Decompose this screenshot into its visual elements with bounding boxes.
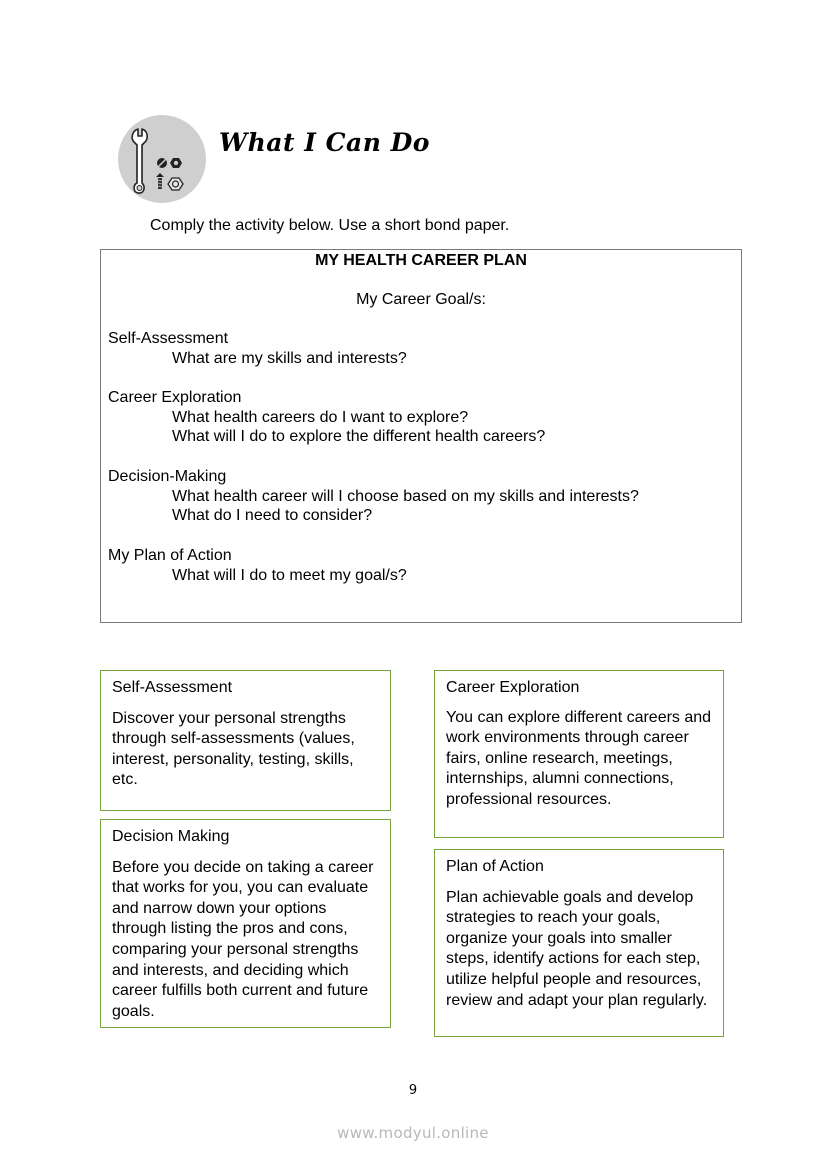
page-number: 9: [408, 1083, 418, 1098]
info-box-body: Discover your personal strengths through self-assessments (values, interest, personality, testing, skills, etc.: [112, 709, 355, 789]
plan-section-career-exploration: [108, 388, 545, 447]
plan-question: What will I do to explore the different health careers?: [172, 428, 546, 446]
info-box-body: You can explore different careers and work environments through career fairs, online research, meetings, internships, alumni connections, professional resources.: [446, 708, 712, 808]
info-box-decision-making: [100, 819, 391, 1028]
plan-section-heading: My Plan of Action: [108, 547, 232, 564]
plan-section-plan-of-action: [108, 546, 407, 585]
plan-section-heading: Career Exploration: [108, 389, 242, 406]
plan-question: What health careers do I want to explore?: [172, 408, 469, 426]
plan-question: What do I need to consider?: [172, 507, 373, 525]
info-box-self-assessment: [100, 670, 391, 811]
plan-question: What health career will I choose based on my skills and interests?: [172, 487, 639, 505]
plan-title: MY HEALTH CAREER PLAN: [315, 252, 527, 269]
tools-icon: [118, 115, 206, 203]
info-box-body: Before you decide on taking a career that works for you, you can evaluate and narrow down your options through listing the pros and cons, comparing your personal strengths and interests, and deciding which career fulfills both current and future goals.: [112, 858, 374, 1020]
info-box-career-exploration: [434, 670, 724, 838]
plan-section-decision-making: [108, 467, 639, 526]
plan-question: What are my skills and interests?: [172, 349, 407, 367]
plan-section-self-assessment: [108, 329, 407, 368]
plan-section-heading: Self-Assessment: [108, 330, 229, 347]
plan-question: What will I do to meet my goal/s?: [172, 566, 407, 584]
info-box-body: Plan achievable goals and develop strategies to reach your goals, organize your goals into smaller steps, identify actions for each step, utilize helpful people and resources, review and adapt your plan regularly.: [446, 888, 708, 1009]
career-goal-label: My Career Goal/s:: [356, 291, 486, 308]
info-box-title: Plan of Action: [446, 858, 544, 875]
plan-section-heading: Decision-Making: [108, 468, 227, 485]
health-career-plan-box: [100, 249, 742, 623]
watermark: www.modyul.online: [337, 1124, 489, 1142]
info-box-title: Decision Making: [112, 828, 230, 845]
info-box-title: Career Exploration: [446, 679, 580, 696]
info-box-plan-of-action: [434, 849, 724, 1037]
instructions-text: Comply the activity below. Use a short bond paper.: [150, 217, 510, 234]
info-box-title: Self-Assessment: [112, 679, 233, 696]
section-title: What I Can Do: [219, 128, 430, 157]
